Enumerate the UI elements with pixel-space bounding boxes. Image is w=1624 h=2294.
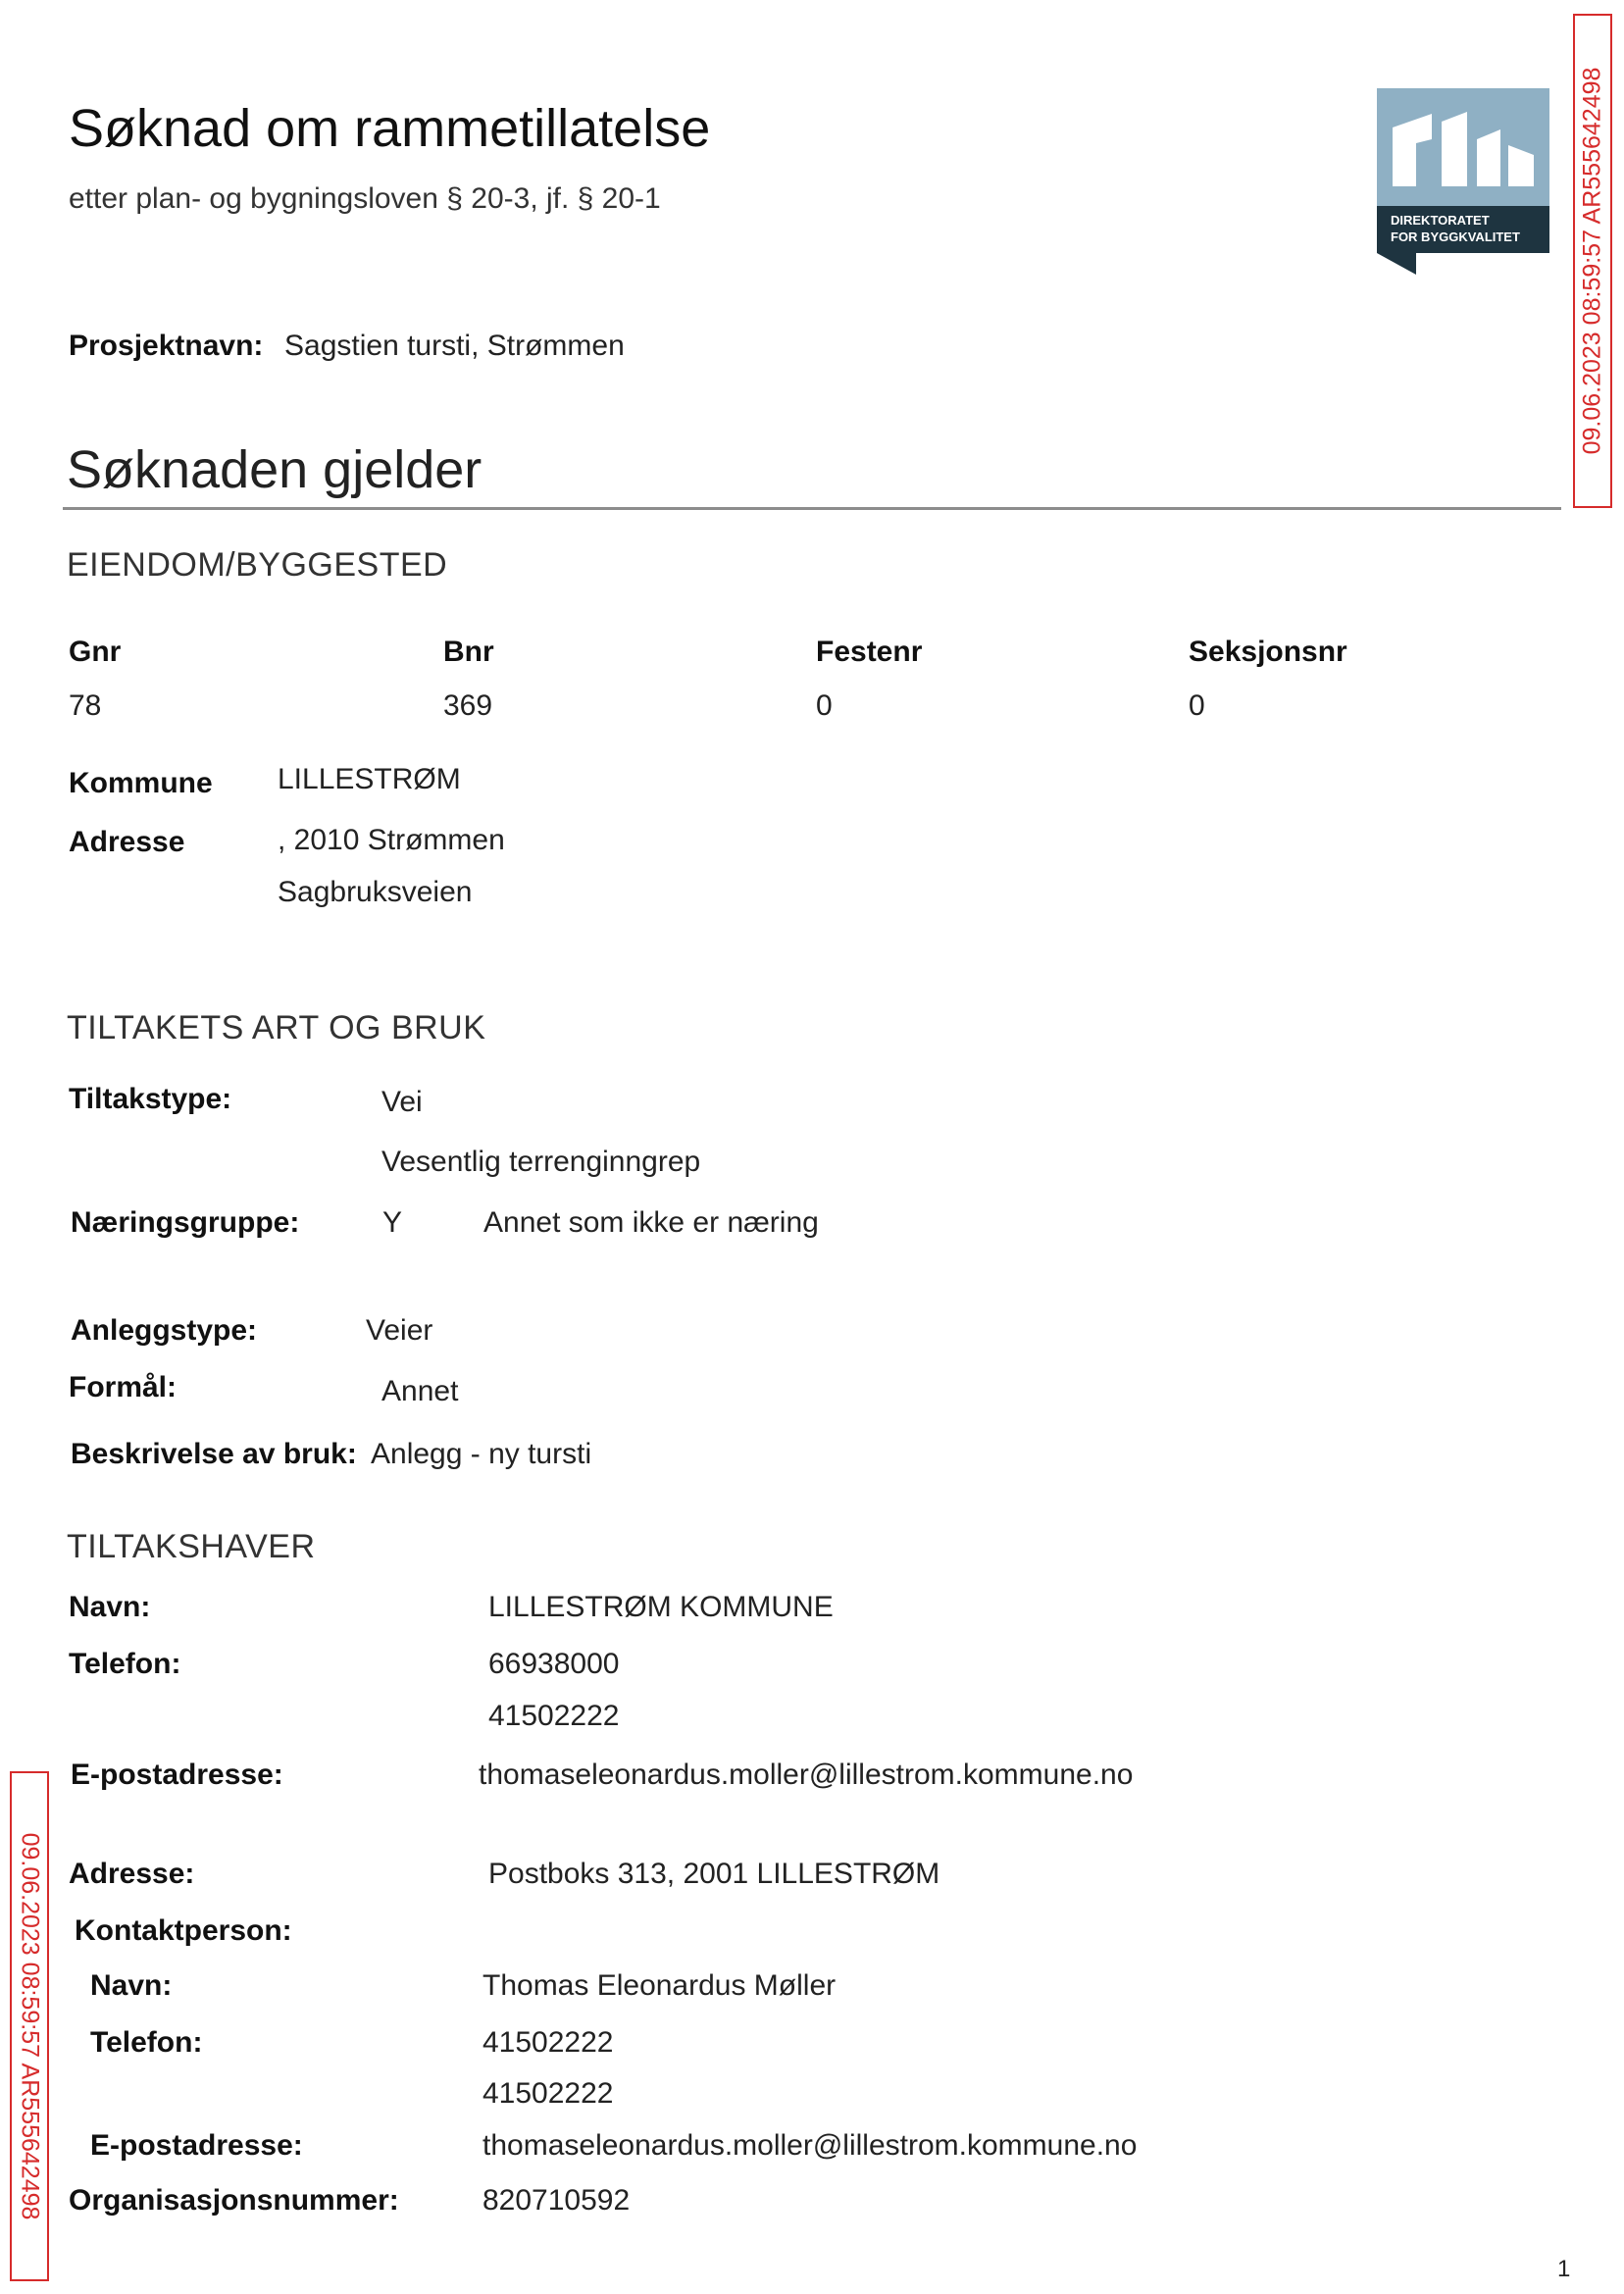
- tiltakshaver-adresse-value: Postboks 313, 2001 LILLESTRØM: [488, 1858, 940, 1890]
- document-title: Søknad om rammetillatelse: [69, 99, 711, 158]
- kontakt-navn-label: Navn:: [90, 1969, 173, 2002]
- anleggstype-label: Anleggstype:: [71, 1314, 258, 1347]
- kommune-label: Kommune: [69, 767, 213, 799]
- seksjonsnr-value: 0: [1189, 689, 1205, 722]
- festenr-label: Festenr: [816, 636, 923, 668]
- logo-text-1: DIREKTORATET: [1391, 213, 1490, 228]
- tiltakshaver-adresse-label: Adresse:: [69, 1858, 195, 1890]
- adresse-line1: , 2010 Strømmen: [278, 824, 505, 856]
- kommune-value: LILLESTRØM: [278, 763, 461, 795]
- tiltakstype-value-2: Vesentlig terrenginngrep: [381, 1146, 701, 1178]
- anleggstype-value: Veier: [366, 1314, 433, 1347]
- page-number: 1: [1557, 2256, 1571, 2282]
- eiendom-heading: EIENDOM/BYGGESTED: [67, 546, 448, 584]
- kontakt-telefon-2: 41502222: [482, 2077, 614, 2110]
- naeringsgruppe-label: Næringsgruppe:: [71, 1206, 300, 1239]
- naeringsgruppe-text: Annet som ikke er næring: [483, 1206, 819, 1239]
- project-label: Prosjektnavn:: [69, 330, 264, 362]
- gnr-label: Gnr: [69, 636, 122, 668]
- gnr-value: 78: [69, 689, 102, 722]
- adresse-line2: Sagbruksveien: [278, 876, 473, 908]
- festenr-value: 0: [816, 689, 833, 722]
- stamp-text-left: 09.06.2023 08:59:57 AR555642498: [16, 1832, 44, 2220]
- tiltakshaver-telefon-2: 41502222: [488, 1700, 620, 1732]
- tiltakshaver-heading: TILTAKSHAVER: [67, 1528, 316, 1565]
- project-value: Sagstien tursti, Strømmen: [284, 330, 625, 362]
- tiltak-heading: TILTAKETS ART OG BRUK: [67, 1009, 486, 1046]
- formal-label: Formål:: [69, 1371, 178, 1403]
- kontakt-telefon-1: 41502222: [482, 2026, 614, 2059]
- section-divider: [63, 507, 1561, 510]
- dibk-logo: [1377, 88, 1549, 275]
- beskrivelse-value: Anlegg - ny tursti: [371, 1438, 592, 1470]
- formal-value: Annet: [381, 1375, 459, 1407]
- tiltakshaver-telefon-label: Telefon:: [69, 1648, 181, 1680]
- tiltakshaver-navn-label: Navn:: [69, 1591, 151, 1623]
- stamp-text-right: 09.06.2023 08:59:57 AR555642498: [1578, 67, 1606, 455]
- dibk-logo-icon: [1377, 88, 1549, 275]
- naeringsgruppe-code: Y: [382, 1206, 403, 1239]
- document-subtitle: etter plan- og bygningsloven § 20-3, jf. § 20-1: [69, 182, 661, 215]
- adresse-label: Adresse: [69, 826, 185, 858]
- kontakt-telefon-label: Telefon:: [90, 2026, 203, 2059]
- kontakt-navn-value: Thomas Eleonardus Møller: [482, 1969, 837, 2002]
- section-heading: Søknaden gjelder: [67, 440, 482, 499]
- tiltakstype-value-1: Vei: [381, 1086, 423, 1118]
- tiltakshaver-telefon-1: 66938000: [488, 1648, 620, 1680]
- kontakt-epost-label: E-postadresse:: [90, 2129, 303, 2162]
- logo-text-2: FOR BYGGKVALITET: [1391, 229, 1520, 244]
- kontaktperson-label: Kontaktperson:: [75, 1914, 292, 1947]
- timestamp-stamp-left: [10, 1771, 49, 2281]
- seksjonsnr-label: Seksjonsnr: [1189, 636, 1347, 668]
- organisasjonsnummer-value: 820710592: [482, 2184, 631, 2217]
- bnr-label: Bnr: [443, 636, 494, 668]
- timestamp-stamp-right: [1573, 14, 1612, 508]
- kontakt-epost-value: thomaseleonardus.moller@lillestrom.kommune.no: [482, 2129, 1138, 2162]
- tiltakstype-label: Tiltakstype:: [69, 1083, 232, 1115]
- tiltakshaver-navn-value: LILLESTRØM KOMMUNE: [488, 1591, 834, 1623]
- organisasjonsnummer-label: Organisasjonsnummer:: [69, 2184, 399, 2217]
- beskrivelse-label: Beskrivelse av bruk:: [71, 1438, 357, 1470]
- tiltakshaver-epost-value: thomaseleonardus.moller@lillestrom.kommune.no: [479, 1759, 1134, 1791]
- bnr-value: 369: [443, 689, 493, 722]
- tiltakshaver-epost-label: E-postadresse:: [71, 1759, 283, 1791]
